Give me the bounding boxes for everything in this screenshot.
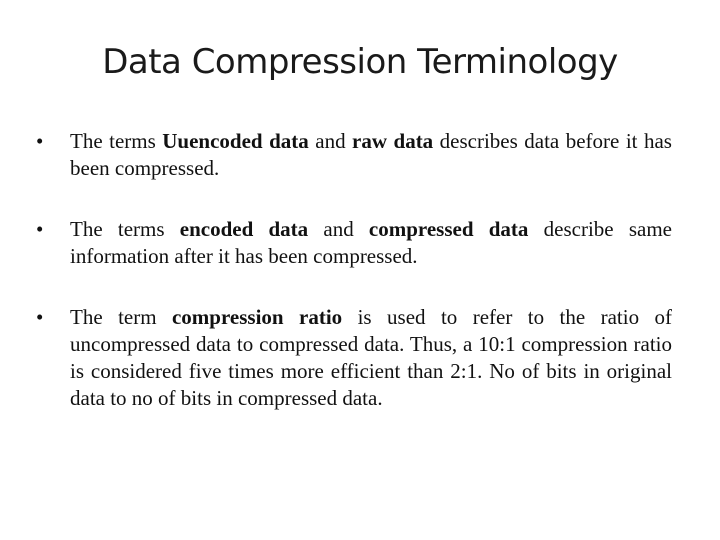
bullet-icon: •	[36, 217, 44, 241]
bullet-icon: •	[36, 129, 44, 153]
bullet-text: The terms Uuencoded data and raw data describes data before it has been compressed.	[70, 129, 672, 180]
term-uuencoded-data: Uuencoded data	[162, 129, 309, 153]
term-compressed-data: compressed data	[368, 217, 529, 241]
bullet-text: The term compression ratio is used to refer to the ratio of uncompressed data to compressed data. Thus, a 10:1 compression ratio is considered five times more efficient than 2:1. No of bits in original data to no of bits in compressed data.	[70, 305, 672, 410]
slide-title: Data Compression Terminology	[102, 42, 618, 82]
bullet-icon: •	[36, 305, 44, 329]
bullet-item-encoded-data	[36, 216, 672, 270]
bullet-list	[36, 128, 672, 412]
term-encoded-data: encoded data	[179, 217, 309, 241]
term-compression-ratio: compression ratio	[171, 305, 343, 329]
term-raw-data: raw data	[352, 129, 434, 153]
bullet-item-compression-ratio	[36, 304, 672, 412]
bullet-text: The terms encoded data and compressed data describe same information after it has been compressed.	[70, 217, 672, 268]
bullet-item-raw-data	[36, 128, 672, 182]
